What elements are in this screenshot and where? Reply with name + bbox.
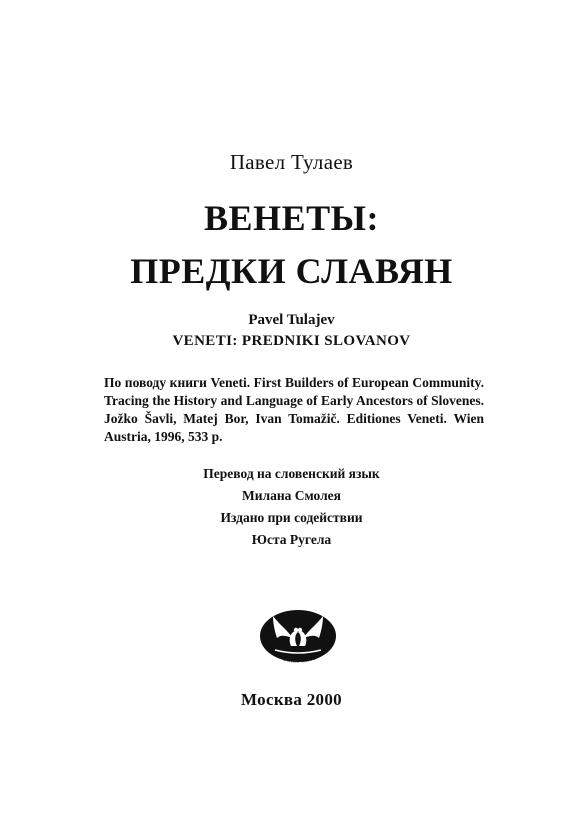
book-title-line-2: ПРЕДКИ СЛАВЯН [130, 251, 453, 291]
author-name-latin: Pavel Tulajev [248, 312, 335, 328]
credit-line-translation: Перевод на словенский язык [203, 466, 380, 481]
book-title-line-1: ВЕНЕТЫ: [204, 198, 379, 238]
imprint-place-year: Москва 2000 [241, 690, 342, 709]
author-name-russian: Павел Тулаев [229, 150, 354, 174]
publisher-swan-logo-icon [253, 598, 343, 670]
credit-line-support: Издано при содействии [220, 510, 363, 525]
credit-line-translator: Милана Смолея [242, 488, 341, 503]
source-reference: По поводу книги Veneti. First Builders of European Community. Tracing the History and Language of Early Ancestors of Slovenes. Jožko Šavli, Matej Bor, Ivan Tomažič. Editiones Veneti. Wien Austria, 1996, 533 р. [104, 375, 484, 444]
logo-caption: Белые альвы [282, 654, 318, 665]
credit-line-sponsor: Юста Ругела [251, 532, 332, 547]
book-title-latin: VENETI: PREDNIKI SLOVANOV [172, 333, 411, 349]
